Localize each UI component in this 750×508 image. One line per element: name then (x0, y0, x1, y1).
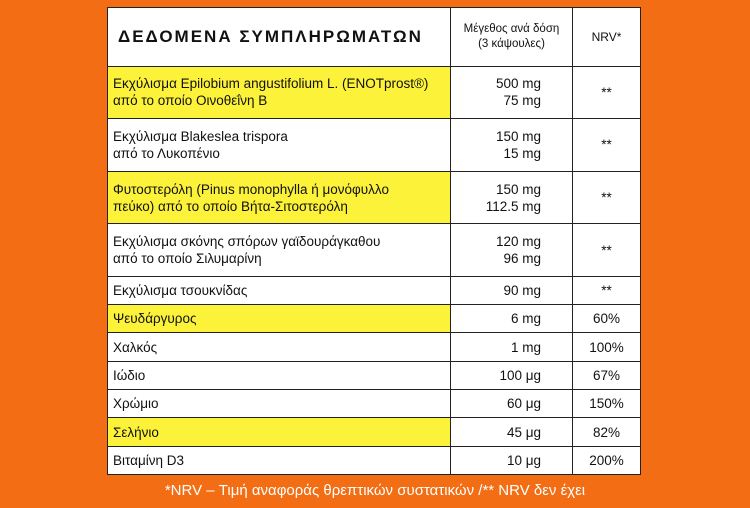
ingredient-name: Ιώδιο (108, 361, 451, 389)
nrv-value: ** (573, 276, 641, 304)
ingredient-name-line1: Εκχύλισμα Blakeslea trispora (113, 128, 288, 144)
dose-value-line1: 120 mg (495, 234, 541, 250)
nrv-value: 100% (573, 333, 641, 361)
dose-header-line1: Μέγεθος ανά δόση (463, 22, 560, 35)
supplement-facts-table (107, 7, 641, 475)
table-row (108, 333, 641, 361)
nrv-value: 67% (573, 361, 641, 389)
ingredient-name: Ψευδάργυρος (108, 305, 451, 333)
table-row (108, 361, 641, 389)
dose-value (451, 66, 573, 119)
table-row (108, 418, 641, 446)
ingredient-name-line2: από το Λυκοπένιο (113, 145, 220, 161)
dose-value-line2: 15 mg (503, 145, 541, 161)
dose-value: 1 mg (451, 333, 573, 361)
table-row (108, 446, 641, 474)
dose-value: 45 μg (451, 418, 573, 446)
nrv-footnote: *NRV – Τιμή αναφοράς θρεπτικών συστατικών /** NRV δεν έχει (164, 482, 586, 499)
ingredient-name-line2: από το οποίο Σιλυμαρίνη (113, 251, 262, 267)
ingredient-name: Βιταμίνη D3 (108, 446, 451, 474)
dose-value: 100 μg (451, 361, 573, 389)
ingredient-name (108, 224, 451, 277)
dose-value: 90 mg (451, 276, 573, 304)
ingredient-name: Εκχύλισμα τσουκνίδας (108, 276, 451, 304)
dose-value-line1: 150 mg (495, 128, 541, 144)
dose-value: 60 μg (451, 390, 573, 418)
nrv-value: 150% (573, 390, 641, 418)
nrv-value: 200% (573, 446, 641, 474)
table-row (108, 276, 641, 304)
table-row (108, 66, 641, 119)
ingredient-name (108, 171, 451, 224)
dose-value: 10 μg (451, 446, 573, 474)
ingredient-name-line2: από το οποίο Οινοθεΐνη Β (113, 93, 268, 109)
ingredient-name: Χρώμιο (108, 390, 451, 418)
dose-value (451, 224, 573, 277)
dose-value-line1: 500 mg (495, 76, 541, 92)
dose-value-line2: 112.5 mg (485, 198, 541, 214)
ingredient-name-line1: Εκχύλισμα Epilobium angustifolium L. (ENOTprost®) (113, 76, 429, 92)
dose-header-line2: (3 κάψουλες) (478, 37, 545, 50)
supplement-facts-table-wrap (107, 7, 640, 475)
ingredient-name-line1: Φυτοστερόλη (Pinus monophylla ή μονόφυλλο (113, 181, 389, 197)
ingredient-name-line2: πεύκο) από το οποίο Βήτα-Σιτοστερόλη (113, 198, 348, 214)
table-row (108, 390, 641, 418)
dose-value-line1: 150 mg (495, 181, 541, 197)
dose-value-line2: 96 mg (503, 251, 541, 267)
table-row (108, 171, 641, 224)
table-row (108, 224, 641, 277)
dose-value (451, 171, 573, 224)
nrv-value: ** (573, 66, 641, 119)
table-row (108, 119, 641, 172)
table-row (108, 305, 641, 333)
table-header-row (108, 8, 641, 67)
ingredient-name (108, 119, 451, 172)
ingredient-name-line1: Εκχύλισμα σκόνης σπόρων γαϊδουράγκαθου (113, 234, 381, 250)
ingredient-name: Σελήνιο (108, 418, 451, 446)
dose-header (451, 8, 573, 67)
table-title: ΔΕΔΟΜΕΝΑ ΣΥΜΠΛΗΡΩΜΑΤΩΝ (108, 8, 451, 67)
nrv-value: ** (573, 224, 641, 277)
nrv-value: ** (573, 119, 641, 172)
nrv-header: NRV* (573, 8, 641, 67)
dose-value-line2: 75 mg (503, 93, 541, 109)
nrv-value: ** (573, 171, 641, 224)
dose-value: 6 mg (451, 305, 573, 333)
ingredient-name: Χαλκός (108, 333, 451, 361)
ingredient-name (108, 66, 451, 119)
dose-value (451, 119, 573, 172)
nrv-value: 82% (573, 418, 641, 446)
nrv-value: 60% (573, 305, 641, 333)
